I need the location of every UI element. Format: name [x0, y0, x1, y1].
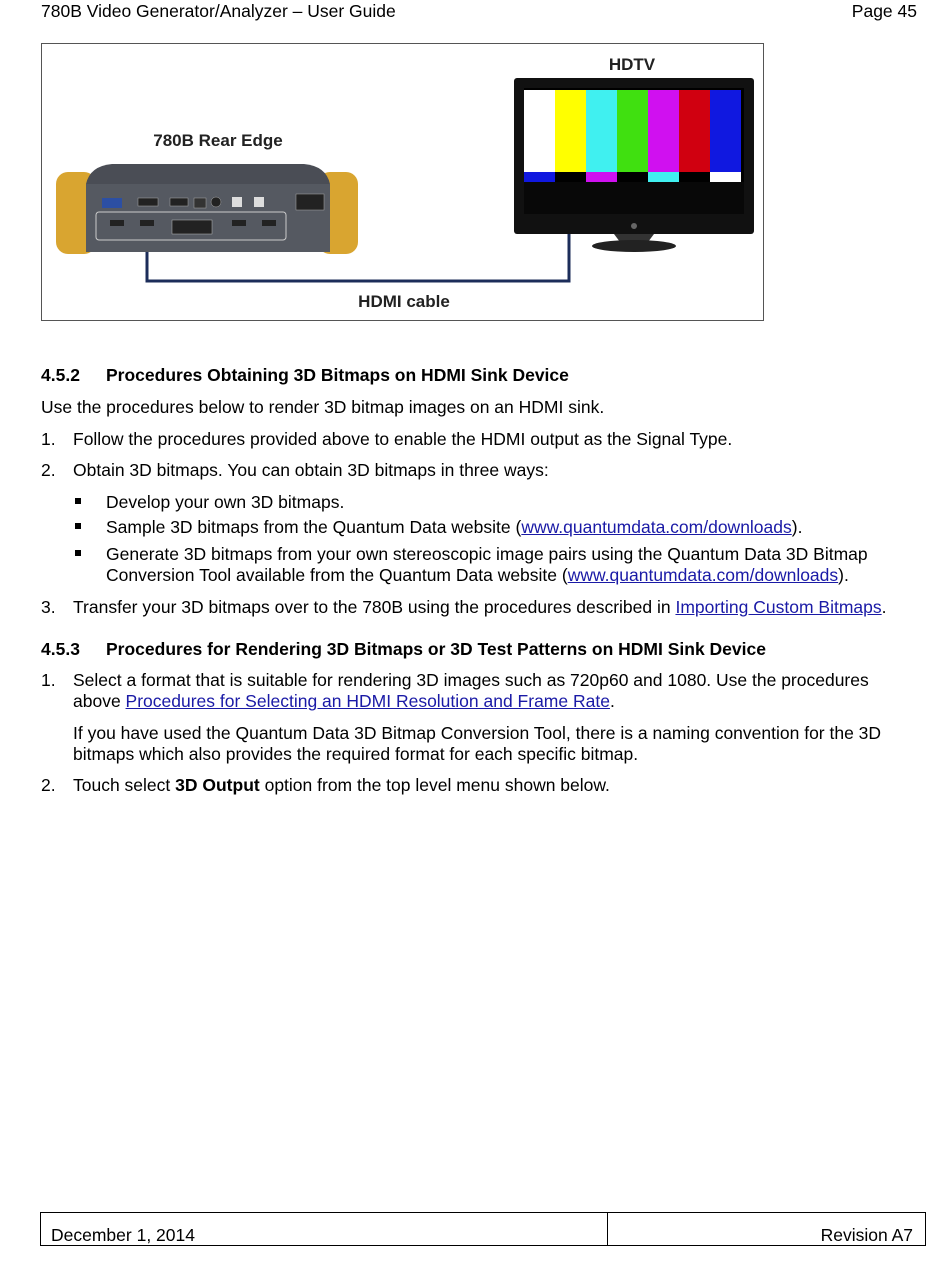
step-text: Transfer your 3D bitmaps over to the 780B using the procedures described in Importing Custom Bitmaps. — [73, 597, 887, 617]
step-number: 1. — [41, 429, 56, 449]
upstream-out-port — [140, 220, 154, 226]
color-bar-magenta — [648, 90, 679, 172]
section-453-title: Procedures for Rendering 3D Bitmaps or 3D Test Patterns on HDMI Sink Device — [106, 639, 766, 659]
step-text: Touch select 3D Output option from the top level menu shown below. — [73, 775, 610, 795]
color-bar-yellow — [555, 90, 586, 172]
downstream-out-port — [262, 220, 276, 226]
section-452-number: 4.5.2 — [41, 365, 80, 385]
downloads-link[interactable]: www.quantumdata.com/downloads — [521, 517, 792, 537]
analog-port — [102, 198, 122, 208]
footer-revision: Revision A7 — [820, 1225, 913, 1245]
footer-date: December 1, 2014 — [51, 1225, 195, 1245]
section-452-intro: Use the procedures below to render 3D bitmap images on an HDMI sink. — [41, 397, 605, 417]
bullet-icon — [75, 523, 81, 529]
hdmi-resolution-procedures-link[interactable]: Procedures for Selecting an HDMI Resolution and Frame Rate — [125, 691, 610, 711]
section-452-title: Procedures Obtaining 3D Bitmaps on HDMI Sink Device — [106, 365, 569, 385]
3d-output-option: 3D Output — [175, 775, 260, 795]
color-bar-red — [679, 90, 710, 172]
optical-port — [211, 197, 221, 207]
footer-divider — [607, 1213, 608, 1245]
hdtv-power-led — [631, 223, 637, 229]
power-port — [254, 197, 264, 207]
step-number: 2. — [41, 460, 56, 480]
downstream-in-port — [232, 220, 246, 226]
hdtv-label: HDTV — [608, 55, 656, 74]
bullet-text: Sample 3D bitmaps from the Quantum Data website (www.quantumdata.com/downloads). — [106, 517, 803, 537]
pluge-area — [524, 182, 744, 214]
page-footer — [40, 1212, 926, 1246]
step-number: 1. — [41, 670, 56, 690]
step-text: Follow the procedures provided above to enable the HDMI output as the Signal Type. — [73, 429, 733, 449]
reverse-bar-blue — [524, 172, 555, 182]
bullet-icon — [75, 550, 81, 556]
color-bar-green — [617, 90, 648, 172]
bullet-text: Develop your own 3D bitmaps. — [106, 492, 345, 512]
reverse-bar-white — [710, 172, 741, 182]
step-number: 2. — [41, 775, 56, 795]
header-title: 780B Video Generator/Analyzer – User Guide — [41, 1, 396, 21]
downloads-link[interactable]: www.quantumdata.com/downloads — [567, 565, 839, 585]
connection-diagram — [41, 43, 764, 321]
device-label: 780B Rear Edge — [153, 131, 283, 150]
bullet-text: Conversion Tool available from the Quantum Data website (www.quantumdata.com/downloads). — [106, 565, 849, 585]
step-text: above Procedures for Selecting an HDMI Resolution and Frame Rate. — [73, 691, 615, 711]
header-page-number: Page 45 — [851, 1, 917, 21]
spdif-port — [194, 198, 206, 208]
usb-port — [232, 197, 242, 207]
note-text: bitmaps which also provides the required format for each specific bitmap. — [73, 744, 639, 764]
hdmi-out-port — [138, 198, 158, 206]
bullet-text: Generate 3D bitmaps from your own stereoscopic image pairs using the Quantum Data 3D Bitmap — [106, 544, 868, 564]
upstream-in-port — [110, 220, 124, 226]
power-switch — [296, 194, 324, 210]
device-rear-panel — [86, 184, 330, 252]
importing-custom-bitmaps-link[interactable]: Importing Custom Bitmaps — [675, 597, 882, 617]
step-text: Select a format that is suitable for rendering 3D images such as 720p60 and 1080. Use the procedures — [73, 670, 869, 690]
hdmi-in-port — [170, 198, 188, 206]
color-bar-cyan — [586, 90, 617, 172]
aux-connector — [172, 220, 212, 234]
section-453-number: 4.5.3 — [41, 639, 80, 659]
step-number: 3. — [41, 597, 56, 617]
cable-label: HDMI cable — [358, 292, 450, 311]
hdtv-stand — [592, 240, 676, 252]
step-text: Obtain 3D bitmaps. You can obtain 3D bitmaps in three ways: — [73, 460, 549, 480]
reverse-bar-cyan — [648, 172, 679, 182]
note-text: If you have used the Quantum Data 3D Bitmap Conversion Tool, there is a naming convention for the 3D — [73, 723, 882, 743]
bullet-icon — [75, 498, 81, 504]
color-bar-white — [524, 90, 555, 172]
color-bar-blue — [710, 90, 741, 172]
hdmi-connection-illustration — [42, 44, 763, 320]
reverse-bar-magenta — [586, 172, 617, 182]
